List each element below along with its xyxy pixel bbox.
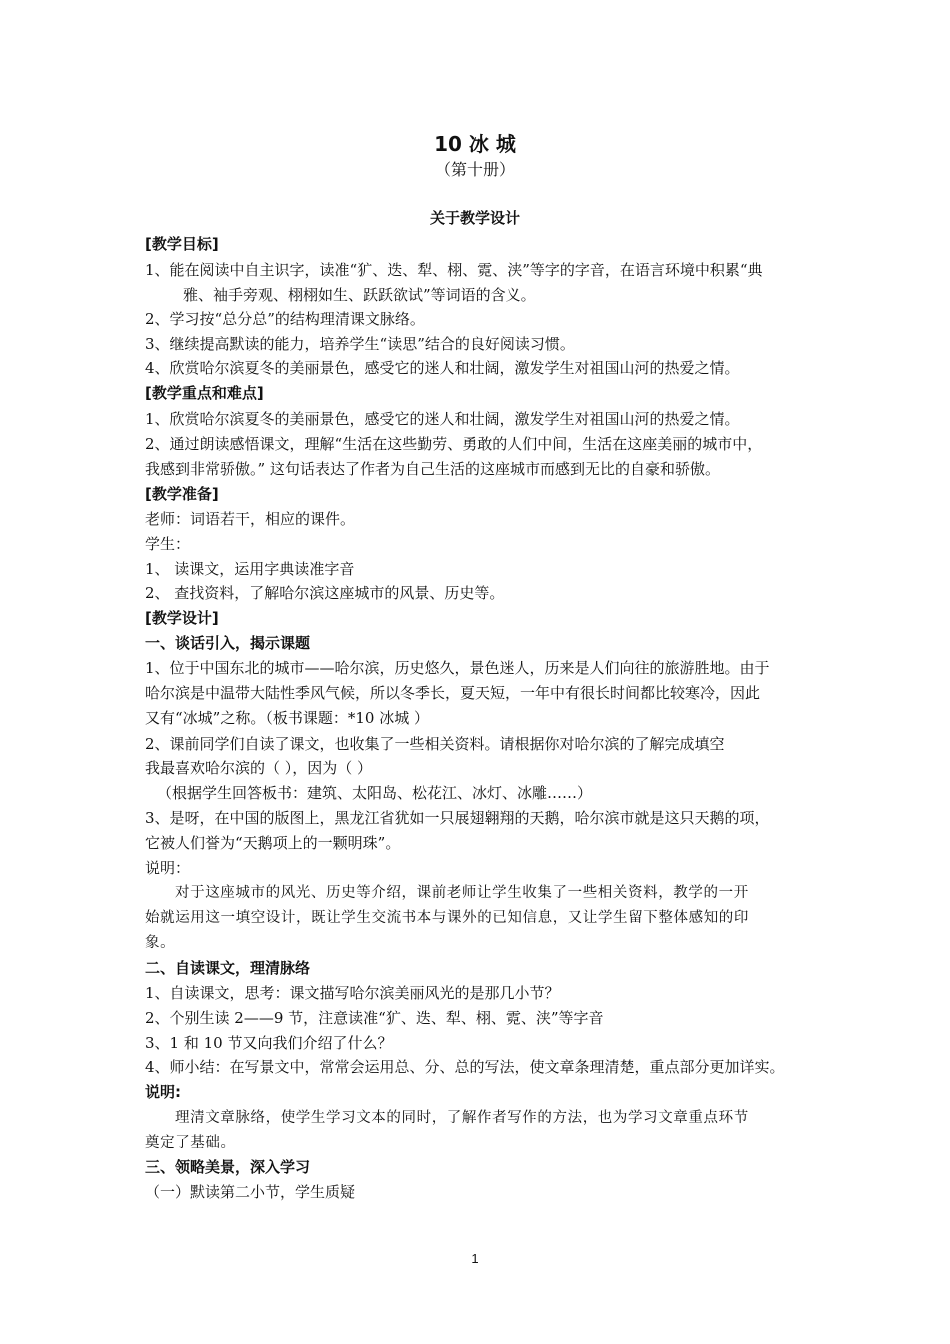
text-line: 2、 查找资料，了解哈尔滨这座城市的风景、历史等。 (145, 584, 505, 602)
text-line: 4、欣赏哈尔滨夏冬的美丽景色，感受它的迷人和壮阔，激发学生对祖国山河的热爱之情。 (145, 359, 740, 377)
note-label: 说明: (145, 1083, 181, 1101)
subsection-heading: 二、自读课文，理清脉络 (145, 959, 311, 977)
text-line: （一）默读第二小节，学生质疑 (145, 1183, 356, 1201)
section-label-goals: [教学目标] (145, 235, 219, 253)
note-text: 象。 (145, 935, 176, 951)
section-heading: 关于教学设计 (429, 209, 520, 227)
text-line: 雅、袖手旁观、栩栩如生、跃跃欲试”等词语的含义。 (183, 286, 536, 304)
text-line: （根据学生回答板书：建筑、太阳岛、松花江、冰灯、冰雕……） (157, 784, 593, 802)
text-line: 3、继续提高默读的能力，培养学生“读思”结合的良好阅读习惯。 (145, 335, 575, 353)
note-text: 对于这座城市的风光、历史等介绍，课前老师让学生收集了一些相关资料，教学的一开 (175, 885, 749, 901)
text-line: 老师：词语若干，相应的课件。 (145, 510, 356, 528)
section-label-focus: [教学重点和难点] (145, 384, 264, 402)
text-line: 2、课前同学们自读了课文，也收集了一些相关资料。请根据你对哈尔滨的了解完成填空 (145, 735, 725, 753)
text-line: 我最喜欢哈尔滨的（ ），因为（ ） (145, 759, 373, 777)
text-line: 它被人们誉为“天鹅项上的一颗明珠”。 (145, 834, 401, 852)
text-line: 我感到非常骄傲。” 这句话表达了作者为自己生活的这座城市而感到无比的自豪和骄傲。 (145, 460, 720, 478)
note-text: 理清文章脉络，使学生学习文本的同时，了解作者写作的方法，也为学习文章重点环节 (175, 1110, 749, 1126)
text-line: 1、自读课文，思考：课文描写哈尔滨美丽风光的是那几小节？ (145, 984, 560, 1002)
page-number: 1 (471, 1251, 479, 1266)
text-line: 1、位于中国东北的城市——哈尔滨，历史悠久，景色迷人，历来是人们向往的旅游胜地。由于 (145, 659, 770, 677)
text-line: 4、师小结：在写景文中，常常会运用总、分、总的写法，使文章条理清楚，重点部分更加详实。 (145, 1058, 785, 1076)
note-label: 说明： (145, 859, 191, 877)
section-label-design: [教学设计] (145, 609, 219, 627)
text-line: 1、 读课文，运用字典读准字音 (145, 560, 355, 578)
section-label-prep: [教学准备] (145, 485, 219, 503)
text-line: 2、个别生读 2——9 节，注意读准“犷、迭、犁、栩、霓、浃”等字音 (145, 1009, 604, 1027)
text-line: 3、是呀，在中国的版图上，黑龙江省犹如一只展翅翱翔的天鹅，哈尔滨市就是这只天鹅的项， (145, 809, 770, 827)
text-line: 1、能在阅读中自主识字，读准“犷、迭、犁、栩、霓、浃”等字的字音，在语言环境中积累“典 (145, 261, 763, 279)
text-line: 2、学习按“总分总”的结构理清课文脉络。 (145, 310, 425, 328)
note-text: 奠定了基础。 (145, 1135, 236, 1151)
subsection-heading: 三、领略美景，深入学习 (145, 1158, 311, 1176)
text-line: 1、欣赏哈尔滨夏冬的美丽景色，感受它的迷人和壮阔，激发学生对祖国山河的热爱之情。 (145, 410, 740, 428)
text-line: 学生： (145, 535, 191, 553)
text-line: 又有“冰城”之称。（板书课题：*10 冰城 ） (145, 709, 429, 727)
text-line: 2、通过朗读感悟课文，理解“生活在这些勤劳、勇敢的人们中间，生活在这座美丽的城市中， (145, 435, 763, 453)
subsection-heading: 一、谈话引入，揭示课题 (145, 634, 311, 652)
text-line: 3、1 和 10 节又向我们介绍了什么？ (145, 1034, 393, 1052)
note-text: 始就运用这一填空设计，既让学生交流书本与课外的已知信息，又让学生留下整体感知的印 (145, 910, 749, 926)
doc-subtitle: （第十册） (434, 160, 515, 179)
doc-title: 10 冰 城 (434, 132, 516, 156)
text-line: 哈尔滨是中温带大陆性季风气候，所以冬季长，夏天短，一年中有很长时间都比较寒冷，因此 (145, 684, 761, 702)
